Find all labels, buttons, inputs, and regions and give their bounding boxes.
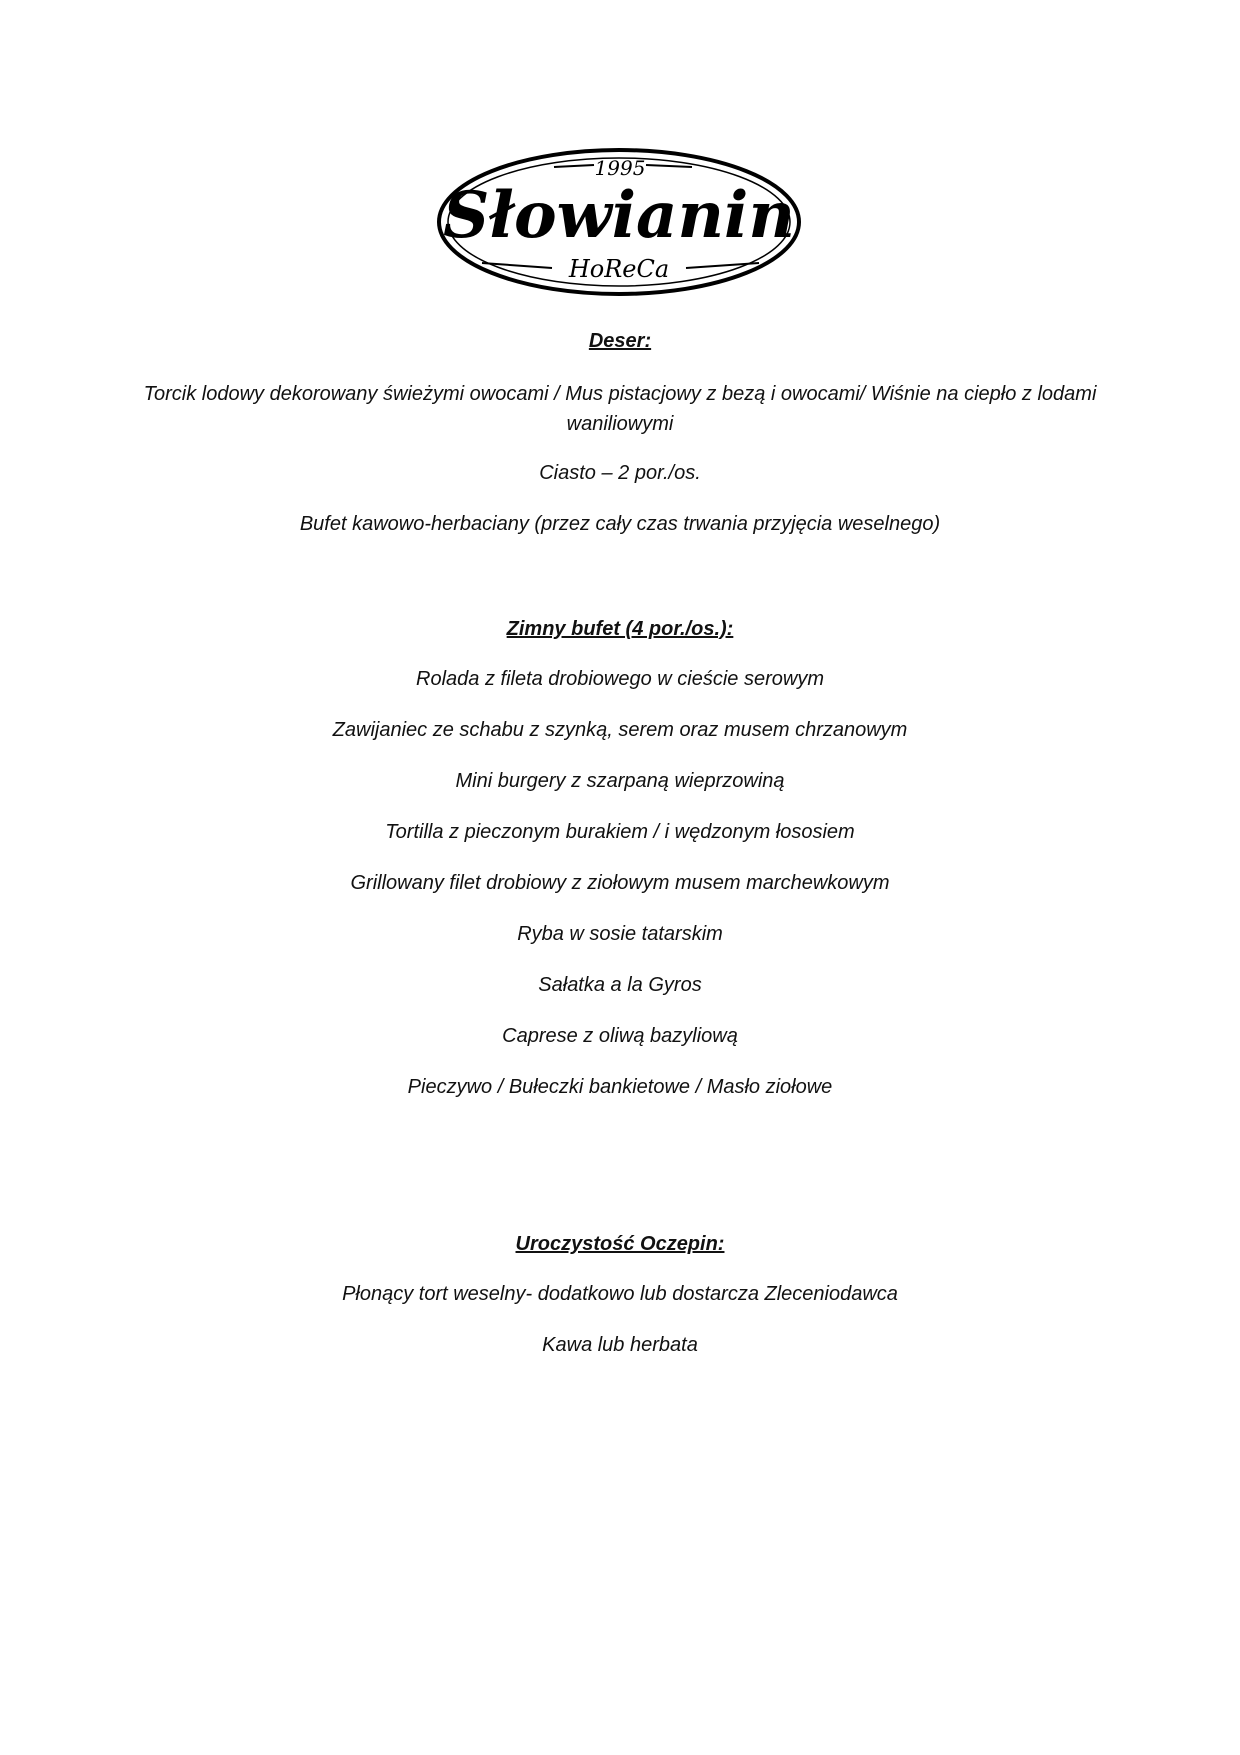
menu-item: Zawijaniec ze schabu z szynką, serem oraz musem chrzanowym <box>332 719 908 741</box>
menu-item: Ryba w sosie tatarskim <box>517 923 723 945</box>
menu-item: Rolada z fileta drobiowego w cieście serowym <box>416 668 824 690</box>
menu-item: Sałatka a la Gyros <box>538 974 702 996</box>
logo-year: 1995 <box>594 156 646 180</box>
section-title-zimny-bufet: Zimny bufet (4 por./os.): <box>506 618 734 640</box>
logo-name: Słowianin <box>443 178 795 253</box>
logo-subtitle: HoReCa <box>568 255 670 283</box>
slowianin-logo <box>434 145 804 299</box>
menu-item: Torcik lodowy dekorowany świeżymi owocami / Mus pistacjowy z bezą i owocami/ Wiśnie na ciepło z lodami waniliowymi <box>143 383 1097 435</box>
menu-item: Ciasto – 2 por./os. <box>539 462 701 484</box>
menu-item: Mini burgery z szarpaną wieprzowiną <box>455 770 785 792</box>
menu-item: Kawa lub herbata <box>542 1334 698 1356</box>
section-title-deser: Deser: <box>588 330 652 352</box>
menu-item: Grillowany filet drobiowy z ziołowym musem marchewkowym <box>350 872 890 894</box>
menu-item: Bufet kawowo-herbaciany (przez cały czas trwania przyjęcia weselnego) <box>299 513 941 535</box>
menu-item: Pieczywo / Bułeczki bankietowe / Masło ziołowe <box>407 1076 833 1098</box>
menu-item: Tortilla z pieczonym burakiem / i wędzonym łososiem <box>385 821 855 843</box>
menu-item: Caprese z oliwą bazyliową <box>502 1025 738 1047</box>
section-title-oczepiny: Uroczystość Oczepin: <box>515 1233 725 1255</box>
menu-item: Płonący tort weselny- dodatkowo lub dostarcza Zleceniodawca <box>342 1283 898 1305</box>
